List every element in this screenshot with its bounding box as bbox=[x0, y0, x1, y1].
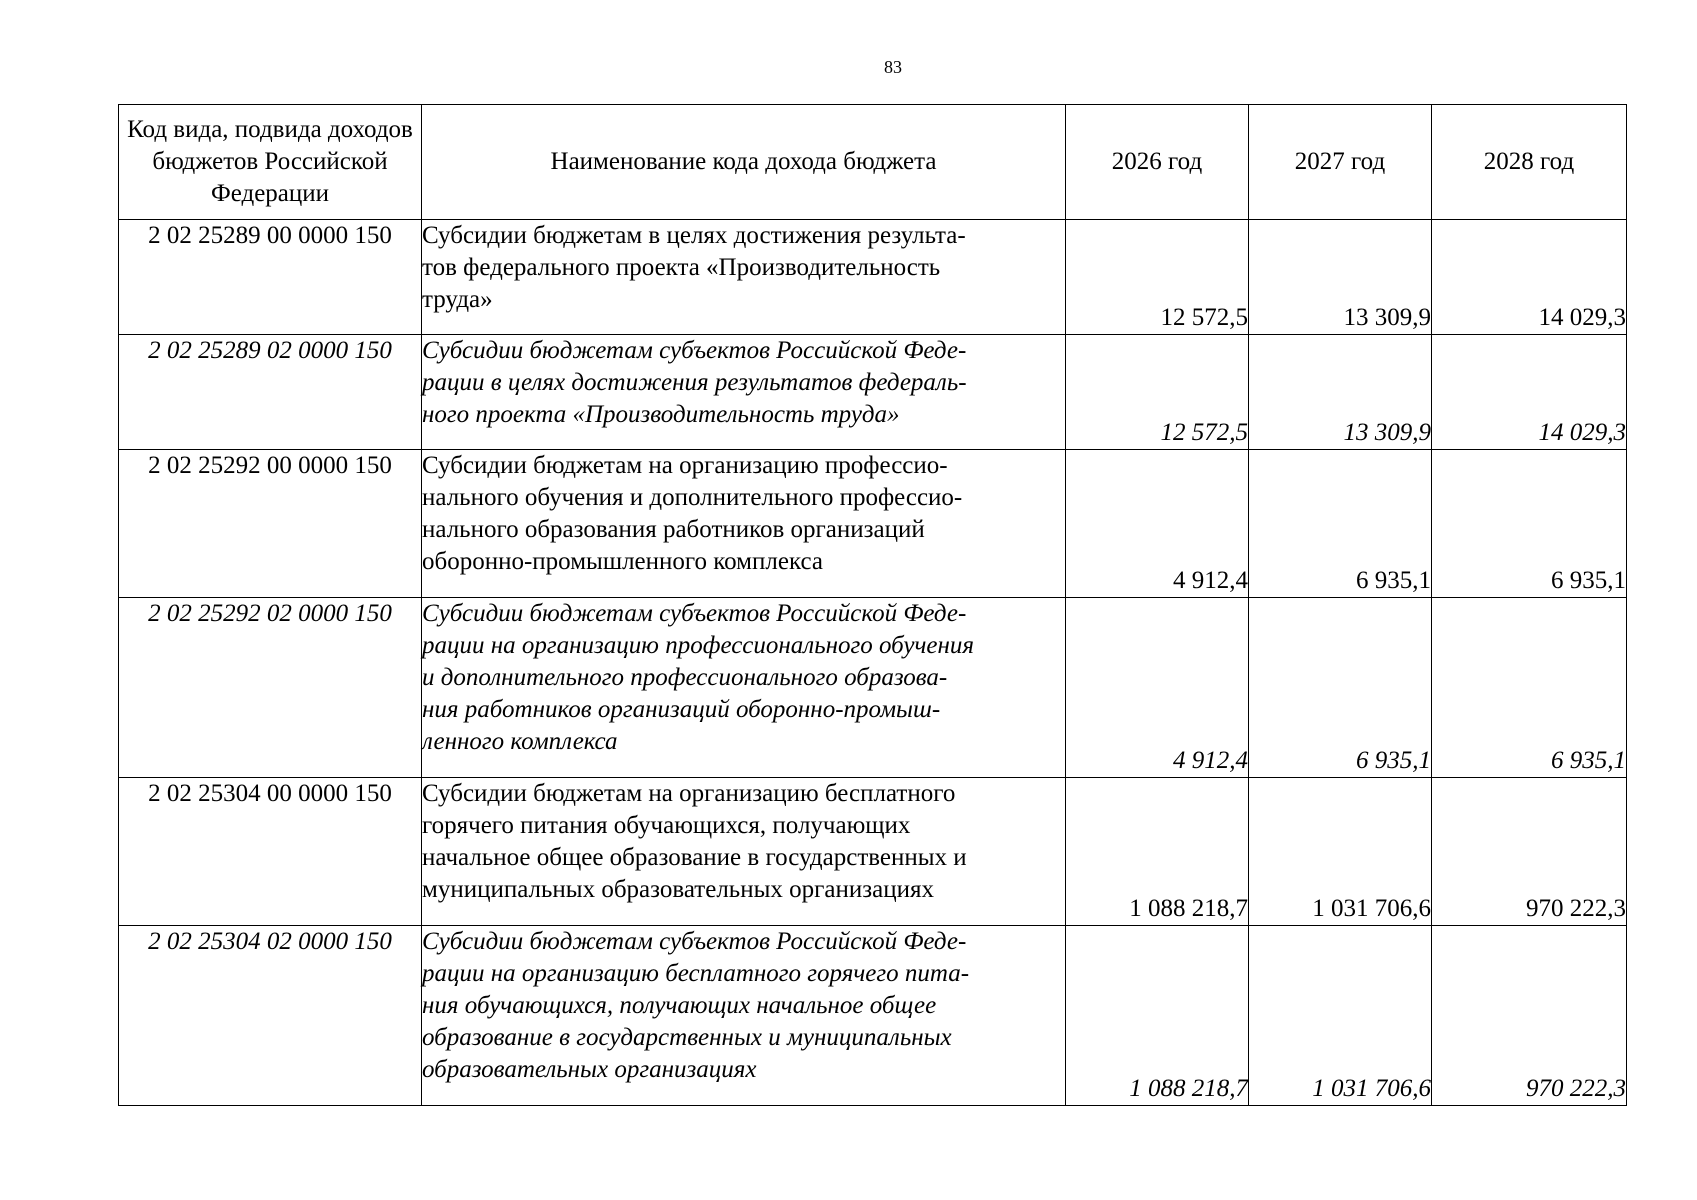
revenue-name-cell bbox=[422, 450, 1066, 598]
amount-2026-cell: 4 912,4 bbox=[1066, 450, 1249, 598]
table-row bbox=[119, 926, 1627, 1106]
revenue-code-cell: 2 02 25292 02 0000 150 bbox=[119, 598, 422, 778]
revenue-name-line: нального образования работников организаций bbox=[422, 516, 925, 543]
table-header-row bbox=[119, 105, 1627, 220]
amount-2026-cell: 1 088 218,7 bbox=[1066, 926, 1249, 1106]
amount-2027-cell: 6 935,1 bbox=[1249, 450, 1432, 598]
revenue-name-line: рации на организацию профессионального обучения bbox=[422, 632, 975, 659]
table-row bbox=[119, 450, 1627, 598]
revenue-name-line: Субсидии бюджетам на организацию профессио- bbox=[422, 452, 948, 479]
revenue-table bbox=[118, 104, 1627, 1106]
revenue-name-cell bbox=[422, 926, 1066, 1106]
revenue-code-cell: 2 02 25304 00 0000 150 bbox=[119, 778, 422, 926]
table-row bbox=[119, 335, 1627, 450]
amount-2028-cell: 970 222,3 bbox=[1432, 778, 1627, 926]
revenue-name-line: рации на организацию бесплатного горячего пита- bbox=[422, 960, 970, 987]
revenue-name-line: труда» bbox=[422, 286, 493, 313]
amount-2028-cell: 14 029,3 bbox=[1432, 335, 1627, 450]
amount-2028-cell: 970 222,3 bbox=[1432, 926, 1627, 1106]
revenue-code-cell: 2 02 25292 00 0000 150 bbox=[119, 450, 422, 598]
amount-2027-cell: 6 935,1 bbox=[1249, 598, 1432, 778]
revenue-name-line: ленного комплекса bbox=[422, 728, 618, 755]
revenue-name-cell bbox=[422, 335, 1066, 450]
amount-2026-cell: 12 572,5 bbox=[1066, 335, 1249, 450]
revenue-name-line: начальное общее образование в государственных и bbox=[422, 844, 967, 871]
revenue-name-line: рации в целях достижения результатов федераль- bbox=[422, 369, 967, 396]
revenue-code-cell: 2 02 25304 02 0000 150 bbox=[119, 926, 422, 1106]
revenue-name-line: Субсидии бюджетам субъектов Российской Феде- bbox=[422, 337, 967, 364]
table-row bbox=[119, 778, 1627, 926]
revenue-name-line: горячего питания обучающихся, получающих bbox=[422, 812, 911, 839]
amount-2027-cell: 1 031 706,6 bbox=[1249, 926, 1432, 1106]
table-row bbox=[119, 220, 1627, 335]
revenue-name-line: ния работников организаций оборонно-промыш- bbox=[422, 696, 941, 723]
page-number: 83 bbox=[884, 57, 902, 77]
header-code: Код вида, подвида доходов бюджетов Российской Федерации bbox=[119, 105, 422, 220]
revenue-name-line: муниципальных образовательных организациях bbox=[422, 876, 934, 903]
amount-2028-cell: 6 935,1 bbox=[1432, 450, 1627, 598]
revenue-name-cell bbox=[422, 220, 1066, 335]
header-2026: 2026 год bbox=[1066, 105, 1249, 220]
revenue-name-cell bbox=[422, 778, 1066, 926]
revenue-code-cell: 2 02 25289 02 0000 150 bbox=[119, 335, 422, 450]
revenue-name-line: Субсидии бюджетам субъектов Российской Феде- bbox=[422, 928, 967, 955]
revenue-name-line: тов федерального проекта «Производительность bbox=[422, 254, 941, 281]
revenue-name-cell bbox=[422, 598, 1066, 778]
amount-2026-cell: 12 572,5 bbox=[1066, 220, 1249, 335]
amount-2027-cell: 13 309,9 bbox=[1249, 220, 1432, 335]
revenue-name-line: и дополнительного профессионального образова- bbox=[422, 664, 948, 691]
revenue-name-line: Субсидии бюджетам в целях достижения результа- bbox=[422, 222, 966, 249]
revenue-name-line: Субсидии бюджетам субъектов Российской Феде- bbox=[422, 600, 967, 627]
amount-2027-cell: 13 309,9 bbox=[1249, 335, 1432, 450]
header-name: Наименование кода дохода бюджета bbox=[422, 105, 1066, 220]
amount-2028-cell: 6 935,1 bbox=[1432, 598, 1627, 778]
header-2028: 2028 год bbox=[1432, 105, 1627, 220]
revenue-name-line: ния обучающихся, получающих начальное общее bbox=[422, 992, 937, 1019]
revenue-name-line: нального обучения и дополнительного профессио- bbox=[422, 484, 963, 511]
revenue-name-line: образование в государственных и муниципальных bbox=[422, 1024, 952, 1051]
amount-2026-cell: 4 912,4 bbox=[1066, 598, 1249, 778]
amount-2028-cell: 14 029,3 bbox=[1432, 220, 1627, 335]
amount-2026-cell: 1 088 218,7 bbox=[1066, 778, 1249, 926]
amount-2027-cell: 1 031 706,6 bbox=[1249, 778, 1432, 926]
revenue-name-line: оборонно-промышленного комплекса bbox=[422, 548, 823, 575]
revenue-name-line: образовательных организациях bbox=[422, 1056, 757, 1083]
table-body bbox=[119, 220, 1627, 1106]
revenue-name-line: Субсидии бюджетам на организацию бесплатного bbox=[422, 780, 956, 807]
table-row bbox=[119, 598, 1627, 778]
header-2027: 2027 год bbox=[1249, 105, 1432, 220]
revenue-code-cell: 2 02 25289 00 0000 150 bbox=[119, 220, 422, 335]
revenue-name-line: ного проекта «Производительность труда» bbox=[422, 401, 900, 428]
